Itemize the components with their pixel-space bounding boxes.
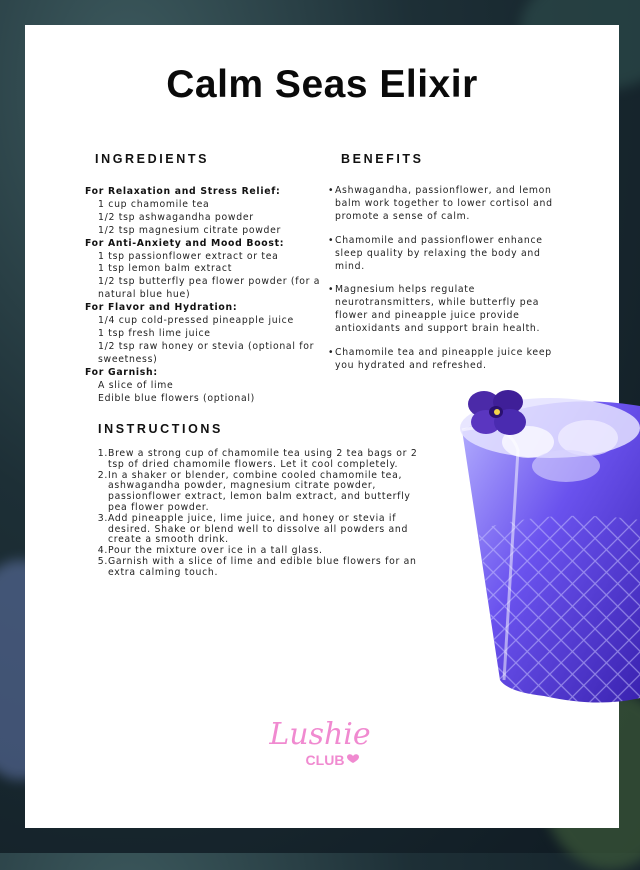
benefit-text: Magnesium helps regulate neurotransmitters, while butterfly pea flower and pineapple juice provide antioxidants and support brain health.	[335, 284, 541, 335]
ingredient-item: Edible blue flowers (optional)	[98, 392, 255, 404]
ingredient-item: 1/2 tsp butterfly pea flower powder (for a natural blue hue)	[98, 276, 321, 301]
page-title: Calm Seas Elixir	[166, 63, 478, 106]
benefit-item	[328, 185, 558, 224]
instruction-step: 1. Brew a strong cup of chamomile tea using 2 tea bags or 2 tsp of dried chamomile flowers. Let it cool completely.	[97, 448, 418, 470]
instructions-heading: INSTRUCTIONS	[98, 422, 223, 436]
logo-club-text: CLUB	[305, 752, 345, 768]
ingredient-group-label: For Anti-Anxiety and Mood Boost:	[85, 237, 285, 249]
ingredient-item: 1 cup chamomile tea	[98, 198, 210, 210]
benefit-text: Chamomile and passionflower enhance sleep quality by relaxing the body and mind.	[335, 234, 543, 272]
ingredients-list	[85, 186, 321, 405]
flower-garnish	[468, 390, 526, 435]
bullet-icon: •	[328, 234, 335, 246]
ingredients-heading: INGREDIENTS	[95, 152, 210, 166]
drink-photo	[448, 380, 640, 710]
heart-icon	[347, 754, 359, 763]
ingredient-item: 1/2 tsp raw honey or stevia (optional for sweetness)	[98, 340, 315, 365]
step-text: Brew a strong cup of chamomile tea using 2 tea bags or 2 tsp of dried chamomile flowers. Let it cool completely.	[108, 448, 418, 470]
ingredient-item: 1/2 tsp ashwagandha powder	[98, 211, 254, 223]
benefit-item	[328, 235, 558, 274]
benefit-text: Chamomile tea and pineapple juice keep you hydrated and refreshed.	[335, 347, 552, 371]
ingredient-item: 1 tsp lemon balm extract	[98, 263, 233, 275]
ingredient-group-label: For Relaxation and Stress Relief:	[85, 186, 281, 197]
step-text: In a shaker or blender, combine cooled chamomile tea, ashwagandha powder, magnesium citrate powder, passionflower extract, lemon balm extract, and butterfly pea flower powder.	[108, 469, 411, 513]
ingredient-item: 1/2 tsp magnesium citrate powder	[98, 224, 282, 236]
instructions-list	[97, 449, 419, 579]
benefit-item	[328, 284, 558, 336]
ingredient-item: 1 tsp fresh lime juice	[98, 327, 211, 339]
step-text: Add pineapple juice, lime juice, and honey or stevia if desired. Shake or blend well to dissolve all powders and create a smooth drink.	[108, 512, 409, 546]
logo-script-text: Lushie	[269, 717, 371, 752]
lushie-club-logo	[255, 712, 385, 774]
benefits-heading: BENEFITS	[341, 152, 424, 166]
instruction-step: 4. Pour the mixture over ice in a tall glass.	[97, 545, 323, 557]
benefit-item	[328, 347, 558, 373]
instruction-step: 5. Garnish with a slice of lime and edible blue flowers for an extra calming touch.	[97, 557, 419, 579]
ingredient-group-label: For Flavor and Hydration:	[85, 302, 238, 314]
ingredient-item: 1/4 cup cold-pressed pineapple juice	[98, 315, 294, 327]
ingredient-item: 1 tsp passionflower extract or tea	[98, 250, 279, 262]
bullet-icon: •	[328, 185, 335, 196]
bullet-icon: •	[328, 284, 335, 296]
step-text: Garnish with a slice of lime and edible blue flowers for an extra calming touch.	[108, 555, 417, 578]
ingredient-group-label: For Garnish:	[85, 366, 158, 378]
step-text: Pour the mixture over ice in a tall glass.	[108, 545, 323, 557]
bullet-icon: •	[328, 347, 335, 359]
benefits-list	[328, 185, 558, 384]
ingredient-item: A slice of lime	[98, 379, 174, 391]
benefit-text: Ashwagandha, passionflower, and lemon balm work together to lower cortisol and promote a sense of calm.	[335, 185, 553, 222]
instruction-step: 3. Add pineapple juice, lime juice, and honey or stevia if desired. Shake or blend well to dissolve all powders and create a smooth drink.	[97, 514, 419, 546]
instruction-step: 2. In a shaker or blender, combine cooled chamomile tea, ashwagandha powder, magnesium citrate powder, passionflower extract, lemon balm extract, and butterfly pea flower powder.	[97, 471, 419, 514]
